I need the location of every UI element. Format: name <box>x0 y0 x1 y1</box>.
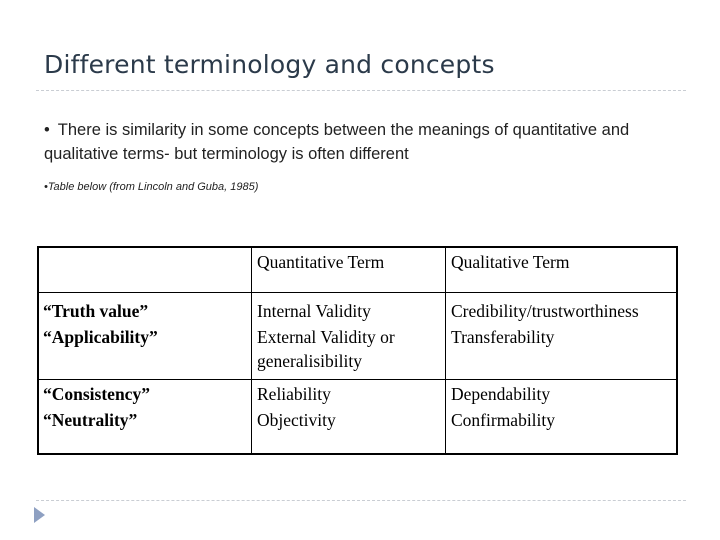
quantitative-term: generalisibility <box>257 351 362 371</box>
criteria-consistency: “Consistency” <box>43 384 150 404</box>
table-column-divider <box>445 248 446 453</box>
criteria-neutrality: “Neutrality” <box>43 410 138 430</box>
quantitative-term: External Validity or <box>257 327 395 347</box>
bullet-text: There is similarity in some concepts between the meanings of quantitative and qualitative terms- but terminology is often different <box>44 121 630 163</box>
qualitative-term: Dependability <box>451 384 551 404</box>
table-column-divider <box>251 248 252 453</box>
criteria-truth-value: “Truth value” <box>43 301 149 321</box>
title-divider <box>36 90 686 91</box>
quantitative-term: Reliability <box>257 384 331 404</box>
criteria-applicability: “Applicability” <box>43 327 158 347</box>
header-cell-qualitative: Qualitative Term <box>451 252 570 272</box>
triangle-right-icon[interactable] <box>34 507 45 523</box>
header-cell-quantitative: Quantitative Term <box>257 252 385 272</box>
quantitative-term: Internal Validity <box>257 301 371 321</box>
footer-divider <box>36 500 686 501</box>
slide-title: Different terminology and concepts <box>44 50 495 79</box>
table-row-divider <box>39 379 676 380</box>
table-row-divider <box>39 292 676 293</box>
table-source-note: •Table below (from Lincoln and Guba, 1985) <box>44 181 259 193</box>
qualitative-term: Confirmability <box>451 410 556 430</box>
bullet-point <box>44 118 684 166</box>
bullet-marker: • <box>44 121 50 139</box>
qualitative-term: Transferability <box>451 327 555 347</box>
quantitative-term: Objectivity <box>257 410 336 430</box>
terminology-table <box>37 246 678 455</box>
qualitative-term: Credibility/trustworthiness <box>451 301 639 321</box>
